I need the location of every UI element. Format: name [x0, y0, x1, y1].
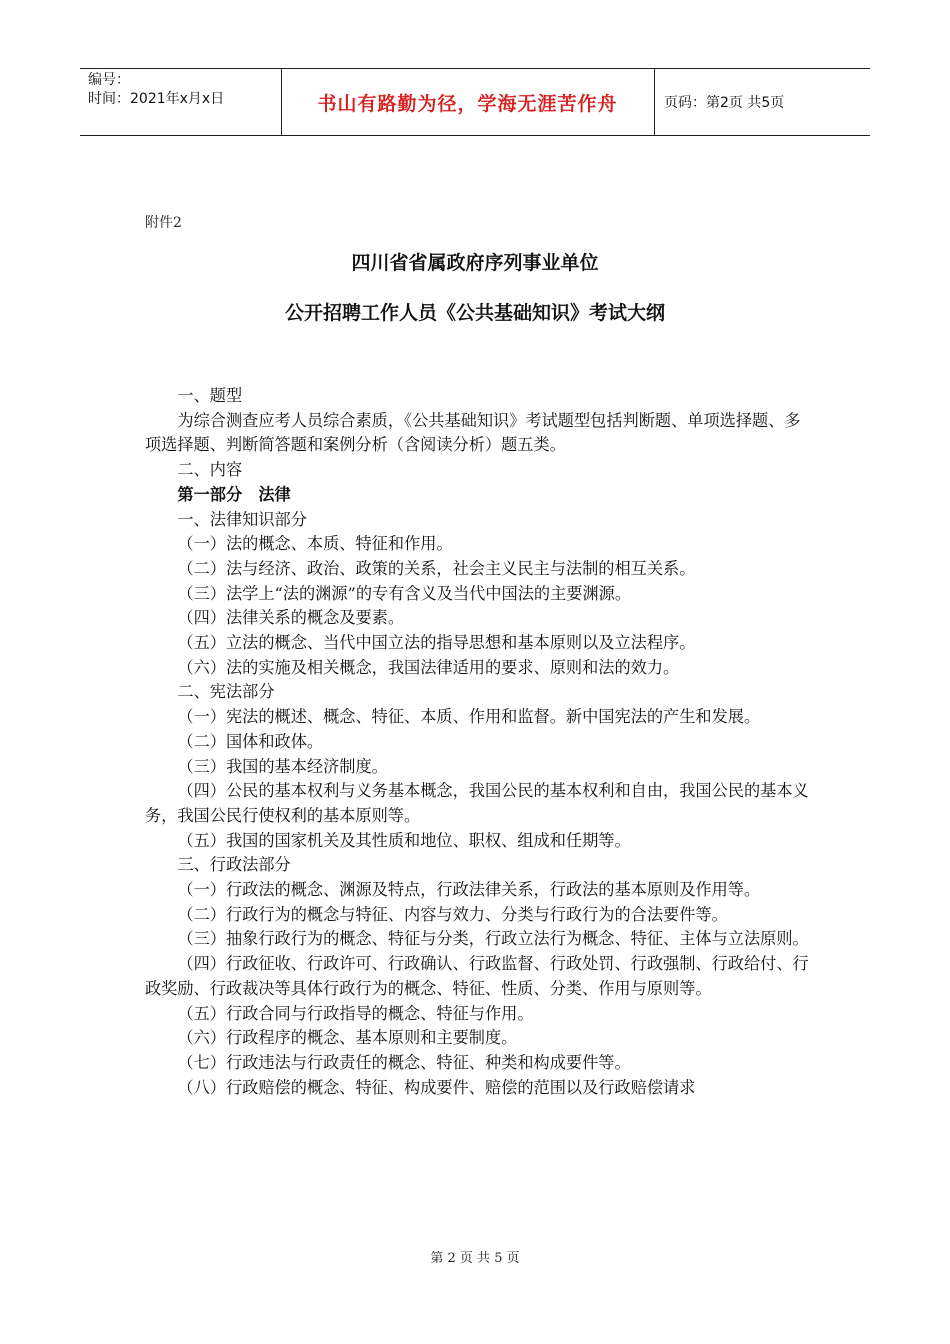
body-paragraph: （五）立法的概念、当代中国立法的指导思想和基本原则以及立法程序。	[177, 633, 696, 653]
body-paragraph: （二）法与经济、政治、政策的关系，社会主义民主与法制的相互关系。	[177, 558, 696, 578]
body-paragraph: （六）法的实施及相关概念，我国法律适用的要求、原则和法的效力。	[177, 657, 680, 677]
header-divider-right	[654, 69, 655, 135]
document-title-line1: 四川省省属政府序列事业单位	[351, 252, 599, 274]
body-paragraph: （一）行政法的概念、渊源及特点，行政法律关系，行政法的基本原则及作用等。	[177, 880, 761, 900]
body-paragraph: （五）我国的国家机关及其性质和地位、职权、组成和任期等。	[177, 830, 631, 850]
body-paragraph: （二）行政行为的概念与特征、内容与效力、分类与行政行为的合法要件等。	[177, 904, 728, 924]
body-paragraph: （四）法律关系的概念及要素。	[177, 608, 405, 628]
header-page-info: 页码：第2页 共5页	[664, 95, 785, 111]
body-paragraph: 二、内容	[177, 460, 243, 480]
document-title-line2: 公开招聘工作人员《公共基础知识》考试大纲	[284, 302, 665, 324]
time-label: 时间：2021年x月x日	[88, 91, 225, 107]
body-paragraph: （二）国体和政体。	[177, 731, 324, 751]
body-paragraph: 一、法律知识部分	[177, 509, 307, 529]
body-paragraph: （四）公民的基本权利与义务基本概念，我国公民的基本权利和自由，我国公民的基本义务，我国公民行使权利的基本原则等。	[145, 781, 809, 825]
document-body	[145, 384, 815, 1100]
body-paragraph: 为综合测查应考人员综合素质，《公共基础知识》考试题型包括判断题、单项选择题、多项选择题、判断简答题和案例分析（含阅读分析）题五类。	[145, 410, 801, 455]
body-paragraph: （一）宪法的概述、概念、特征、本质、作用和监督。新中国宪法的产生和发展。	[177, 707, 761, 727]
header-motto: 书山有路勤为径，学海无涯苦作舟	[317, 92, 618, 115]
section-heading: 第一部分 法律	[177, 484, 291, 504]
body-paragraph: （八）行政赔偿的概念、特征、构成要件、赔偿的范围以及行政赔偿请求	[177, 1077, 696, 1097]
body-paragraph: （一）法的概念、本质、特征和作用。	[177, 534, 453, 554]
body-paragraph: 三、行政法部分	[177, 855, 291, 875]
body-paragraph: （七）行政违法与行政责任的概念、特征、种类和构成要件等。	[177, 1052, 631, 1072]
header-meta	[88, 71, 224, 109]
body-paragraph: （六）行政程序的概念、基本原则和主要制度。	[177, 1028, 518, 1048]
serial-label: 编号：	[88, 72, 130, 88]
page-footer: 第 2 页 共 5 页	[430, 1251, 520, 1266]
body-paragraph: （五）行政合同与行政指导的概念、特征与作用。	[177, 1003, 534, 1023]
body-paragraph: （三）我国的基本经济制度。	[177, 756, 388, 776]
body-paragraph: （四）行政征收、行政许可、行政确认、行政监督、行政处罚、行政强制、行政给付、行政奖励、行政裁决等具体行政行为的概念、特征、性质、分类、作用与原则等。	[145, 954, 809, 998]
page-header	[80, 68, 870, 136]
body-paragraph: 二、宪法部分	[177, 682, 275, 702]
body-paragraph: （三）抽象行政行为的概念、特征与分类，行政立法行为概念、特征、主体与立法原则。	[177, 929, 809, 949]
body-paragraph: （三）法学上“法的渊源”的专有含义及当代中国法的主要渊源。	[177, 583, 632, 603]
attachment-label: 附件2	[145, 215, 182, 231]
body-paragraph: 一、题型	[177, 386, 243, 405]
